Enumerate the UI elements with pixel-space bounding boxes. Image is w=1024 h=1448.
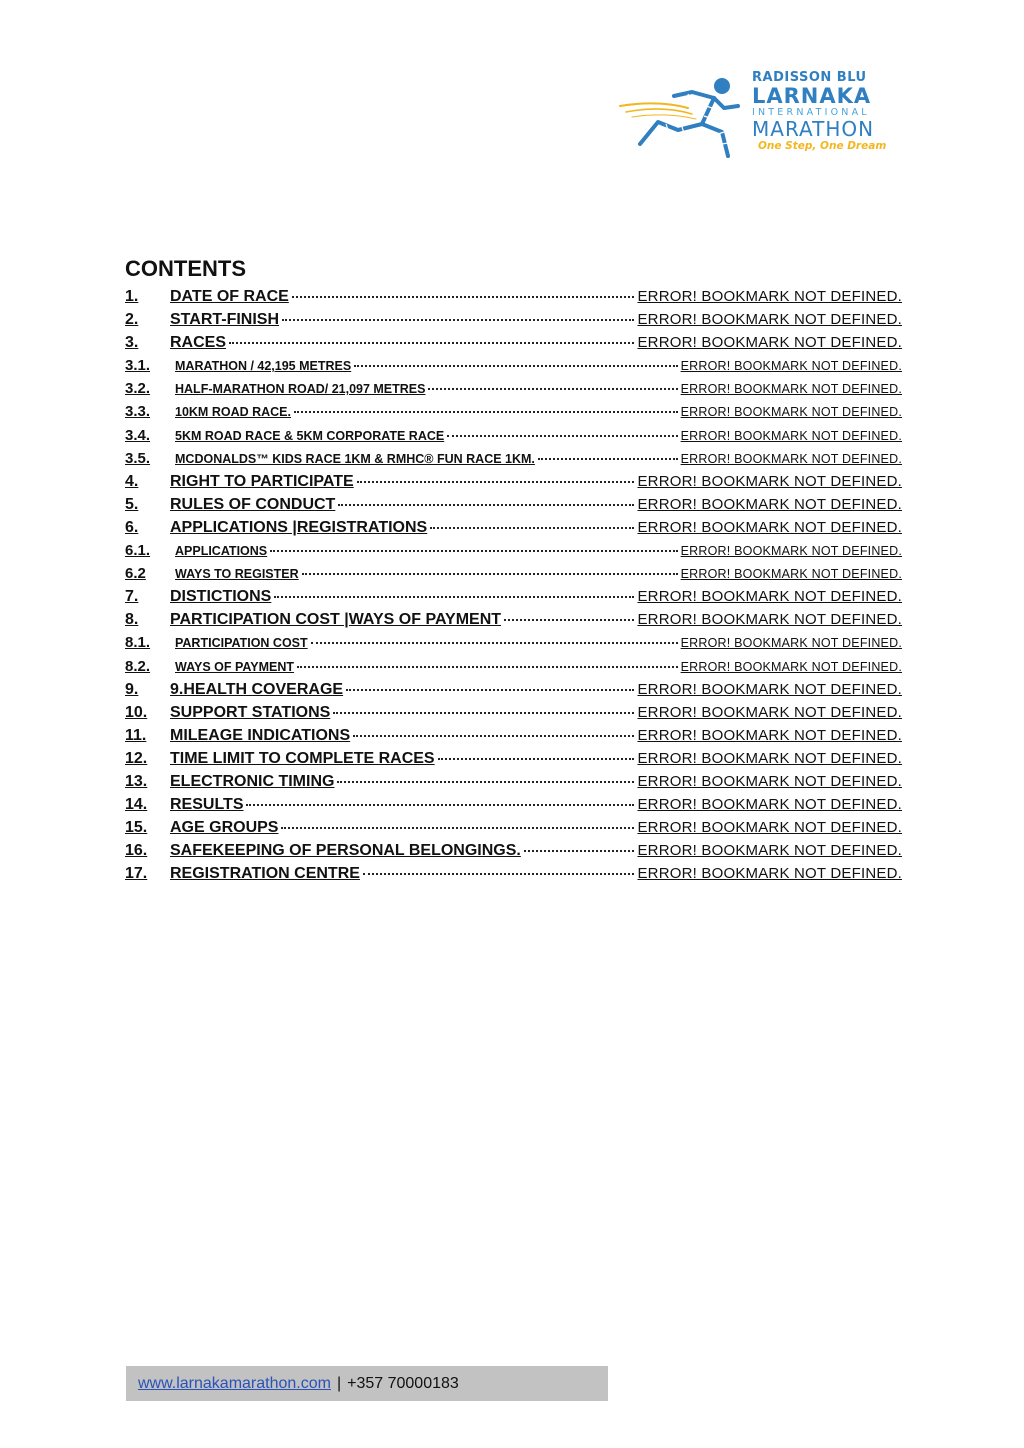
toc-entry-label: DATE OF RACE	[170, 288, 289, 305]
toc-dot-leader	[363, 873, 635, 875]
toc-entry-label: 10KM ROAD RACE.	[175, 405, 291, 420]
toc-entry-page-ref: ERROR! BOOKMARK NOT DEFINED.	[637, 311, 902, 329]
toc-entry[interactable]	[125, 770, 902, 793]
toc-entry-page-ref: ERROR! BOOKMARK NOT DEFINED.	[637, 588, 902, 606]
toc-entry[interactable]	[125, 354, 902, 377]
table-of-contents	[125, 285, 902, 885]
toc-entry-number: 15.	[125, 819, 148, 837]
toc-entry-number: 3.	[125, 334, 139, 352]
toc-dot-leader	[357, 481, 635, 483]
toc-entry-label: 9.HEALTH COVERAGE	[170, 680, 344, 698]
toc-entry-page-ref: ERROR! BOOKMARK NOT DEFINED.	[637, 611, 902, 629]
toc-entry-number: 6.2	[125, 565, 146, 583]
toc-entry-page-ref: ERROR! BOOKMARK NOT DEFINED.	[637, 796, 902, 814]
toc-dot-leader	[337, 781, 634, 783]
toc-entry-page-ref: ERROR! BOOKMARK NOT DEFINED.	[637, 288, 902, 305]
toc-entry[interactable]	[125, 493, 902, 516]
toc-entry-number: 5.	[125, 495, 139, 513]
marathon-logo	[618, 70, 888, 162]
toc-entry-label: RACES	[170, 334, 227, 352]
runner-icon	[618, 72, 748, 162]
toc-dot-leader	[292, 296, 635, 298]
toc-entry-number: 3.5.	[125, 449, 151, 467]
toc-entry-number: 17.	[125, 865, 148, 883]
toc-entry-number: 13.	[125, 772, 148, 790]
toc-entry[interactable]	[125, 377, 902, 400]
phone-number: +357 70000183	[347, 1374, 459, 1392]
toc-entry-page-ref: ERROR! BOOKMARK NOT DEFINED.	[637, 334, 902, 352]
toc-entry-label: SAFEKEEPING OF PERSONAL BELONGINGS.	[170, 842, 521, 860]
logo-international: INTERNATIONAL	[752, 107, 870, 118]
toc-entry-number: 10.	[125, 703, 148, 721]
toc-entry-label: WAYS TO REGISTER	[175, 567, 299, 582]
toc-entry[interactable]	[125, 447, 902, 470]
toc-entry-page-ref: ERROR! BOOKMARK NOT DEFINED.	[637, 472, 902, 490]
page-footer	[126, 1366, 608, 1401]
toc-entry-label: APPLICATIONS	[175, 544, 268, 559]
toc-entry[interactable]	[125, 678, 902, 701]
toc-entry-number: 3.4.	[125, 426, 151, 444]
toc-entry-number: 6.	[125, 518, 139, 536]
toc-dot-leader	[354, 365, 677, 367]
toc-entry-number: 8.1.	[125, 634, 151, 652]
logo-wordmark	[752, 70, 892, 153]
toc-entry-label: START-FINISH	[170, 311, 280, 329]
toc-entry-label: PARTICIPATION COST	[175, 636, 308, 651]
toc-dot-leader	[297, 666, 678, 668]
toc-entry[interactable]	[125, 655, 902, 678]
toc-dot-leader	[504, 619, 634, 621]
toc-entry[interactable]	[125, 400, 902, 423]
toc-dot-leader	[229, 342, 634, 344]
toc-dot-leader	[524, 850, 635, 852]
toc-entry[interactable]	[125, 516, 902, 539]
toc-entry-label: SUPPORT STATIONS	[170, 703, 331, 721]
toc-dot-leader	[428, 388, 677, 390]
toc-entry-page-ref: ERROR! BOOKMARK NOT DEFINED.	[680, 659, 902, 674]
website-link[interactable]: www.larnakamarathon.com	[138, 1374, 331, 1392]
logo-marathon: MARATHON	[752, 117, 875, 141]
toc-dot-leader	[311, 642, 678, 644]
toc-entry-label: 5KM ROAD RACE & 5KM CORPORATE RACE	[175, 428, 445, 443]
toc-entry-page-ref: ERROR! BOOKMARK NOT DEFINED.	[680, 636, 902, 651]
toc-entry-label: MCDONALDS™ KIDS RACE 1KM & RMHC® FUN RACE 1KM.	[175, 451, 535, 466]
toc-dot-leader	[430, 527, 634, 529]
toc-entry-number: 11.	[125, 726, 147, 744]
toc-entry-page-ref: ERROR! BOOKMARK NOT DEFINED.	[680, 567, 902, 582]
toc-entry-label: RULES OF CONDUCT	[170, 495, 336, 513]
toc-entry[interactable]	[125, 285, 902, 308]
toc-dot-leader	[538, 458, 678, 460]
toc-entry[interactable]	[125, 747, 902, 770]
toc-entry-label: AGE GROUPS	[170, 819, 279, 837]
toc-entry-label: RIGHT TO PARTICIPATE	[170, 472, 354, 490]
footer-separator: |	[336, 1374, 342, 1392]
toc-entry[interactable]	[125, 539, 902, 562]
toc-entry-page-ref: ERROR! BOOKMARK NOT DEFINED.	[637, 865, 902, 883]
toc-entry-label: HALF-MARATHON ROAD/ 21,097 METRES	[175, 382, 426, 397]
contents-title: CONTENTS	[125, 256, 246, 281]
toc-dot-leader	[246, 804, 634, 806]
toc-entry[interactable]	[125, 701, 902, 724]
toc-entry[interactable]	[125, 862, 902, 885]
toc-entry-label: MILEAGE INDICATIONS	[170, 726, 351, 744]
toc-entry-label: WAYS OF PAYMENT	[175, 659, 295, 674]
toc-dot-leader	[447, 435, 677, 437]
toc-entry-page-ref: ERROR! BOOKMARK NOT DEFINED.	[637, 842, 902, 860]
toc-dot-leader	[294, 411, 678, 413]
toc-entry[interactable]	[125, 585, 902, 608]
toc-entry-label: RESULTS	[170, 796, 244, 814]
toc-entry-page-ref: ERROR! BOOKMARK NOT DEFINED.	[680, 428, 902, 443]
toc-entry-label: PARTICIPATION COST |WAYS OF PAYMENT	[170, 611, 502, 629]
toc-entry-number: 3.3.	[125, 403, 151, 421]
toc-entry[interactable]	[125, 608, 902, 631]
toc-entry-number: 14.	[125, 796, 148, 814]
toc-entry[interactable]	[125, 424, 902, 447]
toc-dot-leader	[302, 573, 678, 575]
toc-entry-number: 8.2.	[125, 657, 151, 675]
toc-entry-page-ref: ERROR! BOOKMARK NOT DEFINED.	[637, 749, 902, 767]
toc-entry-number: 6.1.	[125, 542, 151, 560]
logo-tagline: One Step, One Dream	[758, 140, 887, 152]
toc-dot-leader	[281, 827, 634, 829]
toc-entry-page-ref: ERROR! BOOKMARK NOT DEFINED.	[637, 772, 902, 790]
toc-entry[interactable]	[125, 839, 902, 862]
toc-entry-label: MARATHON / 42,195 METRES	[175, 359, 352, 374]
toc-entry-page-ref: ERROR! BOOKMARK NOT DEFINED.	[637, 703, 902, 721]
toc-entry-page-ref: ERROR! BOOKMARK NOT DEFINED.	[637, 680, 902, 698]
logo-sponsor: RADISSON BLU	[752, 70, 867, 85]
toc-entry-page-ref: ERROR! BOOKMARK NOT DEFINED.	[680, 359, 902, 374]
toc-entry-number: 4.	[125, 472, 139, 490]
toc-dot-leader	[338, 504, 634, 506]
toc-entry-page-ref: ERROR! BOOKMARK NOT DEFINED.	[637, 518, 902, 536]
logo-city: LARNAKA	[752, 84, 872, 108]
toc-entry-number: 2.	[125, 311, 139, 329]
toc-entry[interactable]	[125, 308, 902, 331]
toc-entry-number: 9.	[125, 680, 139, 698]
toc-entry-number: 8.	[125, 611, 139, 629]
toc-entry[interactable]	[125, 631, 902, 654]
toc-entry[interactable]	[125, 331, 902, 354]
toc-entry-page-ref: ERROR! BOOKMARK NOT DEFINED.	[680, 382, 902, 397]
toc-entry[interactable]	[125, 562, 902, 585]
toc-dot-leader	[282, 319, 634, 321]
toc-entry-number: 3.2.	[125, 380, 151, 398]
toc-dot-leader	[274, 596, 634, 598]
toc-entry[interactable]	[125, 793, 902, 816]
toc-dot-leader	[353, 735, 634, 737]
toc-entry[interactable]	[125, 724, 902, 747]
toc-dot-leader	[346, 689, 634, 691]
toc-entry-number: 7.	[125, 588, 139, 606]
toc-entry-number: 1.	[125, 288, 139, 305]
toc-entry-page-ref: ERROR! BOOKMARK NOT DEFINED.	[680, 405, 902, 420]
toc-entry-label: DISTICTIONS	[170, 588, 272, 606]
toc-dot-leader	[333, 712, 634, 714]
toc-entry-page-ref: ERROR! BOOKMARK NOT DEFINED.	[637, 495, 902, 513]
toc-dot-leader	[270, 550, 677, 552]
toc-entry[interactable]	[125, 470, 902, 493]
toc-dot-leader	[438, 758, 635, 760]
toc-entry-page-ref: ERROR! BOOKMARK NOT DEFINED.	[637, 726, 902, 744]
toc-entry-page-ref: ERROR! BOOKMARK NOT DEFINED.	[680, 451, 902, 466]
toc-entry-page-ref: ERROR! BOOKMARK NOT DEFINED.	[637, 819, 902, 837]
toc-entry-page-ref: ERROR! BOOKMARK NOT DEFINED.	[680, 544, 902, 559]
toc-entry[interactable]	[125, 816, 902, 839]
toc-entry-label: APPLICATIONS |REGISTRATIONS	[170, 518, 428, 536]
toc-entry-label: TIME LIMIT TO COMPLETE RACES	[170, 749, 435, 767]
toc-entry-label: REGISTRATION CENTRE	[170, 865, 360, 883]
toc-entry-number: 16.	[125, 842, 148, 860]
toc-entry-number: 3.1.	[125, 357, 151, 375]
toc-entry-label: ELECTRONIC TIMING	[170, 772, 335, 790]
toc-entry-number: 12.	[125, 749, 148, 767]
